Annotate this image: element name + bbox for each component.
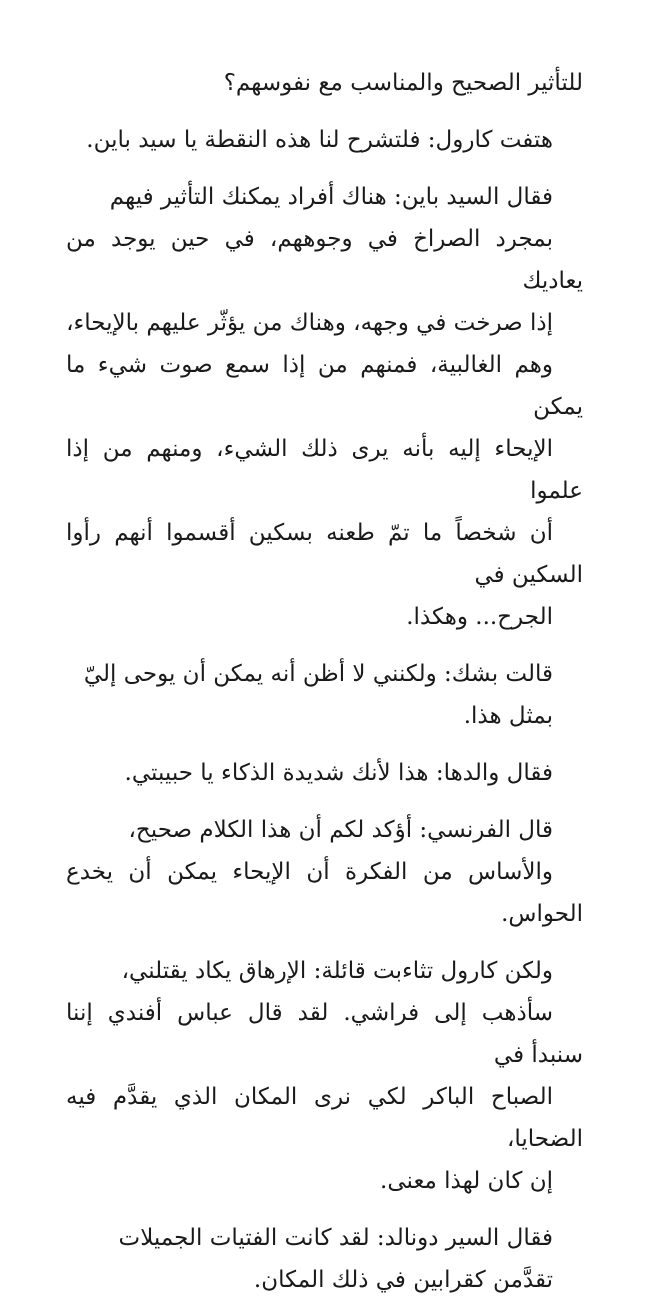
text-line: ولكن كارول تثاءبت قائلة: الإرهاق يكاد يقتلني،	[121, 958, 553, 984]
text-line: قال الفرنسي: أؤكد لكم أن هذا الكلام صحيح،	[128, 817, 553, 843]
paragraph	[66, 119, 583, 161]
text-line: أن شخصاً ما تمّ طعنه بسكين أقسموا أنهم رأوا السكين في	[66, 520, 583, 588]
book-page	[66, 62, 583, 1316]
paragraph	[66, 809, 583, 935]
text-line: فقال والدها: هذا لأنك شديدة الذكاء يا حبيبتي.	[124, 760, 553, 786]
text-line: إن كان لهذا معنى.	[380, 1168, 553, 1194]
text-line: بمجرد الصراخ في وجوههم، في حين يوجد من يعاديك	[66, 226, 583, 294]
text-line: للتأثير الصحيح والمناسب مع نفوسهم؟	[223, 70, 583, 96]
text-line: والأساس من الفكرة أن الإيحاء يمكن أن يخدع الحواس.	[66, 859, 583, 927]
paragraph	[66, 950, 583, 1202]
text-line: الإيحاء إليه بأنه يرى ذلك الشيء، ومنهم من إذا علموا	[66, 436, 583, 504]
paragraph	[66, 62, 583, 104]
text-line: وهم الغالبية، فمنهم من إذا سمع صوت شيء ما يمكن	[66, 352, 583, 420]
text-line: فقال السير دونالد: لقد كانت الفتيات الجميلات	[118, 1225, 553, 1251]
text-line: سأذهب إلى فراشي. لقد قال عباس أفندي إننا سنبدأ في	[66, 1000, 583, 1068]
text-line: بمثل هذا.	[463, 703, 553, 729]
text-line: الصباح الباكر لكي نرى المكان الذي يقدَّم فيه الضحايا،	[66, 1084, 583, 1152]
text-line: الجرح... وهكذا.	[406, 604, 553, 630]
text-line: تقدَّمن كقرابين في ذلك المكان.	[253, 1267, 553, 1293]
paragraph	[66, 1217, 583, 1301]
paragraph	[66, 176, 583, 638]
text-line: قالت بشك: ولكنني لا أظن أنه يمكن أن يوحى إليّ	[83, 661, 553, 687]
text-line: هتفت كارول: فلتشرح لنا هذه النقطة يا سيد باين.	[86, 127, 553, 153]
text-line: فقال السيد باين: هناك أفراد يمكنك التأثير فيهم	[109, 184, 553, 210]
paragraph	[66, 752, 583, 794]
paragraph	[66, 653, 583, 737]
text-line: إذا صرخت في وجهه، وهناك من يؤثّر عليهم بالإيحاء،	[66, 310, 553, 336]
